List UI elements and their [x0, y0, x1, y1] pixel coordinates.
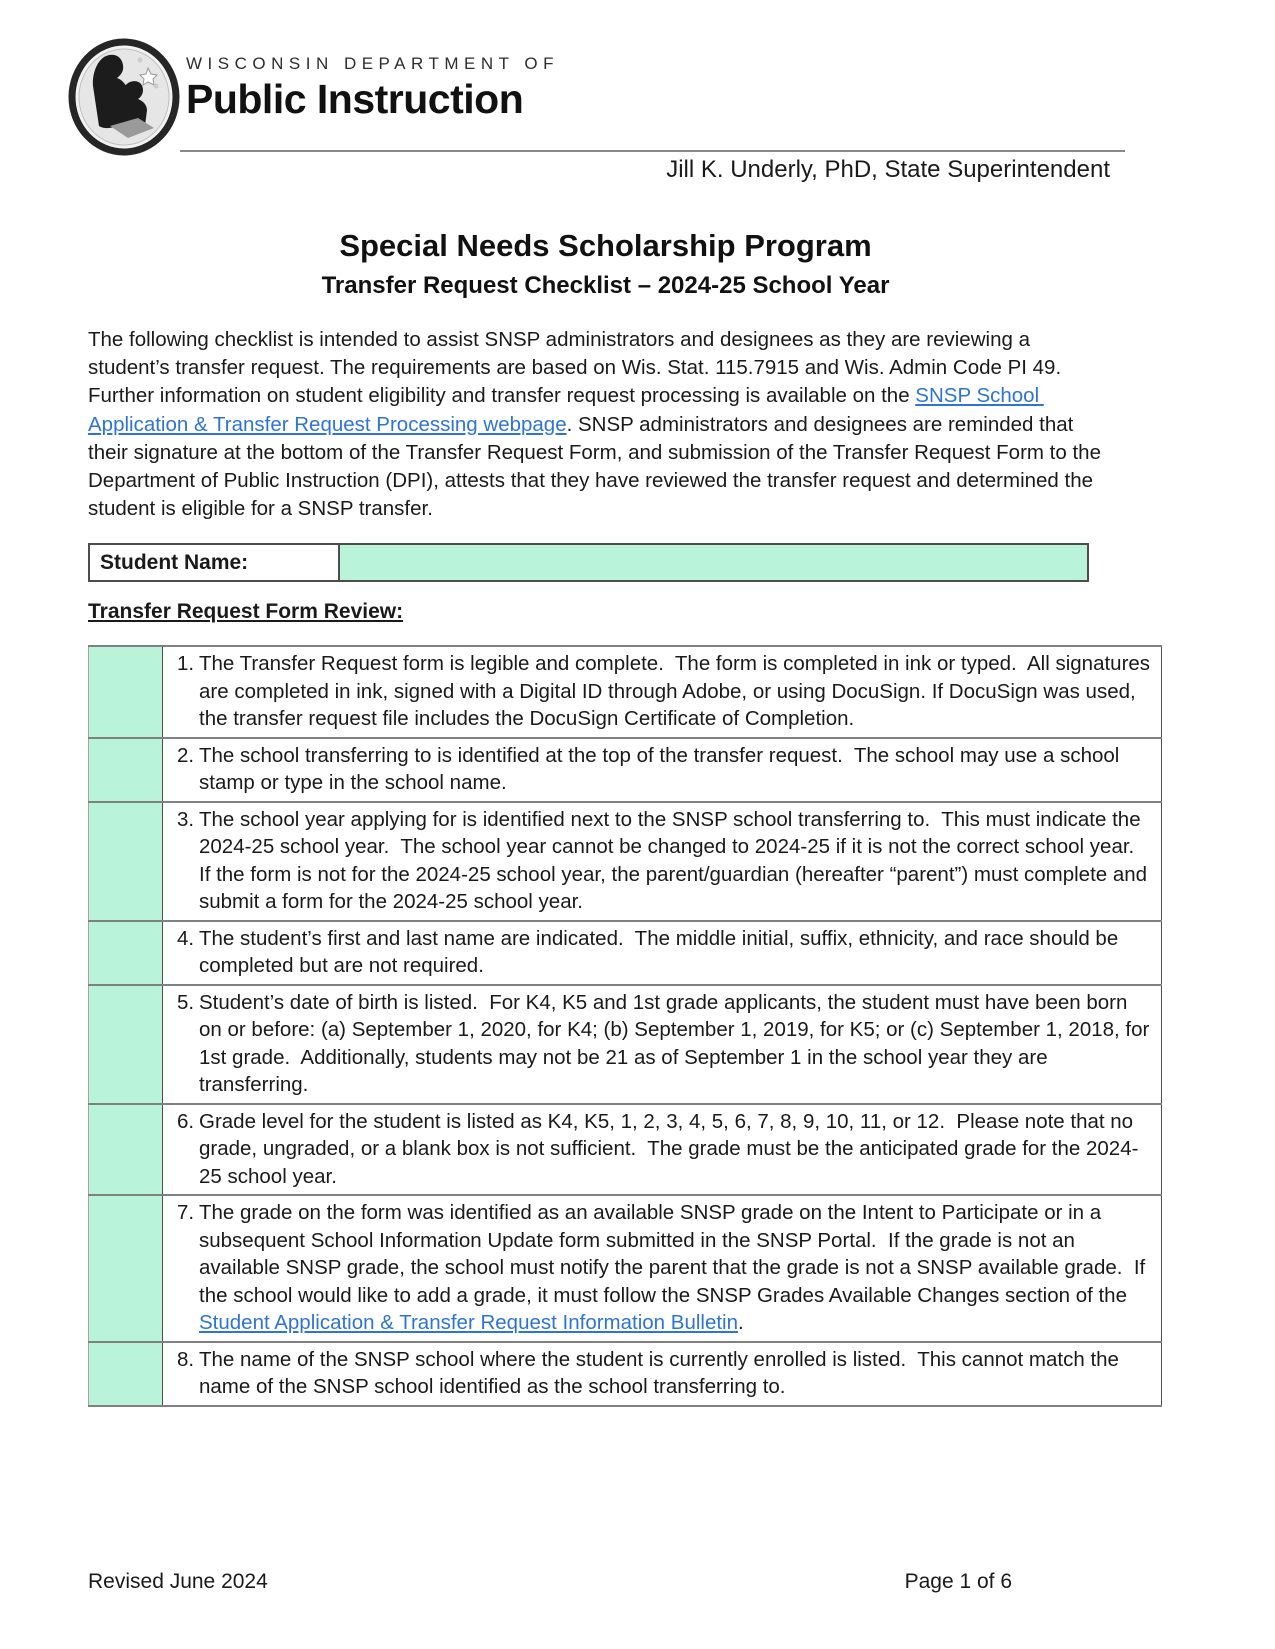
checklist-row [88, 1341, 1162, 1405]
checklist-table [88, 645, 1162, 1407]
item-number: 6. [177, 1109, 195, 1133]
checkbox-cell[interactable] [88, 803, 163, 920]
org-name-line2: Public Instruction [186, 76, 524, 122]
checklist-item [163, 986, 1162, 1103]
student-name-table [88, 543, 1089, 582]
item-text: The school transferring to is identified at the top of the transfer request. The school may use a school stamp or type in the school name. [199, 743, 1126, 794]
title-block [88, 228, 1123, 300]
revised-date: Revised June 2024 [88, 1570, 268, 1593]
checklist-item [163, 1105, 1162, 1195]
item-number: 7. [177, 1201, 195, 1224]
org-name-line1: WISCONSIN DEPARTMENT OF [186, 54, 560, 73]
org-name [186, 54, 559, 123]
checklist-row [88, 1194, 1162, 1341]
page-title: Special Needs Scholarship Program [339, 228, 872, 263]
checklist-item [163, 739, 1162, 801]
page-footer [88, 1570, 1012, 1594]
item-text: The grade on the form was identified as an available SNSP grade on the Intent to Participate or in a subsequent School Information Update form submitted in the SNSP Portal. If the grade is not an available SNSP grade, the school must notify the parent that the grade is not a SNSP available grade. If the school would like to add a grade, it must follow the SNSP Grades Available Changes section of the Student Application & Transfer Request Information Bulletin. [199, 1201, 1151, 1334]
checklist-item [163, 922, 1162, 984]
checkbox-cell[interactable] [88, 1343, 163, 1405]
item-text: The school year applying for is identified next to the SNSP school transferring to. This must indicate the 2024-25 school year. The school year cannot be changed to 2024-25 if it is not the correct school year. If the form is not for the 2024-25 school year, the parent/guardian (hereafter “parent”) must complete and submit a form for the 2024-25 school year. [199, 807, 1153, 913]
page-number: Page 1 of 6 [904, 1570, 1012, 1593]
snsp-processing-webpage-link[interactable]: SNSP School Application & Transfer Request Processing webpage [88, 384, 1044, 436]
checkbox-cell[interactable] [88, 739, 163, 801]
checklist-item [163, 803, 1162, 920]
checklist-row [88, 737, 1162, 801]
item-text: Grade level for the student is listed as K4, K5, 1, 2, 3, 4, 5, 6, 7, 8, 9, 10, 11, or 12. Please note that no grade, ungraded, or a blank box is not sufficient. The grade must be the anticipated grade for the 2024-25 school year. [199, 1109, 1139, 1188]
wisconsin-dpi-seal-icon [68, 38, 180, 161]
checklist-row [88, 1103, 1162, 1195]
superintendent-line: Jill K. Underly, PhD, State Superintendent [666, 156, 1110, 183]
student-name-label: Student Name: [90, 545, 340, 580]
checklist-item [163, 1343, 1162, 1405]
review-section-heading: Transfer Request Form Review: [88, 600, 404, 623]
checkbox-cell[interactable] [88, 647, 163, 737]
item-number: 5. [177, 990, 195, 1014]
item-number: 8. [177, 1347, 195, 1371]
item-number: 4. [177, 926, 195, 950]
checklist-row [88, 647, 1162, 737]
checkbox-cell[interactable] [88, 1196, 163, 1341]
checkbox-cell[interactable] [88, 922, 163, 984]
item-number: 1. [177, 652, 195, 675]
item-text: The student’s first and last name are indicated. The middle initial, suffix, ethnicity, and race should be completed but are not required. [199, 926, 1124, 977]
info-bulletin-link[interactable]: Student Application & Transfer Request Information Bulletin [199, 1311, 739, 1334]
checklist-item [163, 647, 1162, 737]
item-text: Student’s date of birth is listed. For K4, K5 and 1st grade applicants, the student must have been born on or before: (a) September 1, 2020, for K4; (b) September 1, 2019, for K5; or (c) September 1, 2018, for 1st grade. Additionally, students may not be 21 as of September 1 in the school year they are transferring. [199, 990, 1156, 1096]
checkbox-cell[interactable] [88, 1105, 163, 1195]
checkbox-cell[interactable] [88, 986, 163, 1103]
checklist-item [163, 1196, 1162, 1341]
item-number: 3. [177, 807, 195, 831]
checklist-row [88, 920, 1162, 984]
checklist-row [88, 801, 1162, 920]
item-text: The Transfer Request form is legible and complete. The form is completed in ink or typed. All signatures are completed in ink, signed with a Digital ID through Adobe, or using DocuSign. If DocuSign was used, the transfer request file includes the DocuSign Certificate of Completion. [199, 652, 1156, 730]
header-divider [180, 150, 1125, 152]
intro-paragraph: The following checklist is intended to assist SNSP administrators and designees as they are reviewing a student’s transfer request. The requirements are based on Wis. Stat. 115.7915 and Wis. Admin Code PI 49. Further information on student eligibility and transfer request processing is available on the SNSP School Application & Transfer Request Processing webpage. SNSP administrators and designees are reminded that their signature at the bottom of the Transfer Request Form, and submission of the Transfer Request Form to the Department of Public Instruction (DPI), attests that they have reviewed the transfer request and determined the student is eligible for a SNSP transfer. [88, 328, 1107, 521]
page-subtitle: Transfer Request Checklist – 2024-25 School Year [321, 272, 890, 299]
checklist-row [88, 984, 1162, 1103]
item-text: The name of the SNSP school where the student is currently enrolled is listed. This cannot match the name of the SNSP school identified as the school transferring to. [199, 1347, 1125, 1398]
student-name-input[interactable] [340, 545, 1087, 580]
item-number: 2. [177, 743, 195, 767]
